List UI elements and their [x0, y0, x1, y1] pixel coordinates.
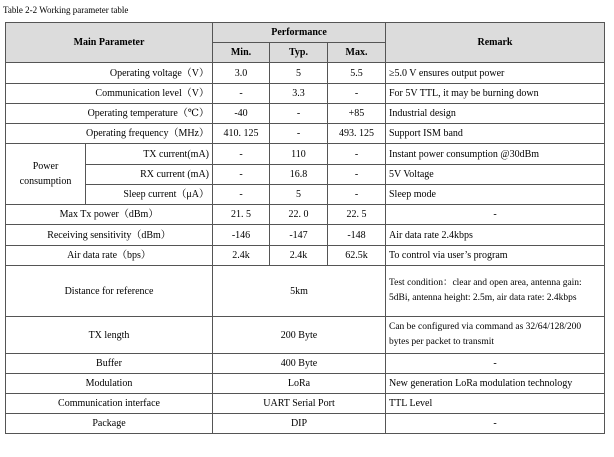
max-cell: -	[328, 84, 386, 104]
param-cell: Distance for reference	[6, 266, 213, 317]
min-cell: -	[213, 185, 270, 205]
param-cell: Sleep current（μA）	[86, 185, 213, 205]
param-cell: Communication interface	[6, 394, 213, 414]
min-cell: -	[213, 165, 270, 185]
param-cell: TX length	[6, 317, 213, 354]
typ-cell: 3.3	[270, 84, 328, 104]
main-parameter-header: Main Parameter	[6, 23, 213, 63]
table-row	[6, 124, 605, 144]
param-cell: Operating frequency（MHz）	[6, 124, 213, 144]
min-cell: 410. 125	[213, 124, 270, 144]
remark-cell: For 5V TTL, it may be burning down	[386, 84, 605, 104]
typ-header: Typ.	[270, 43, 328, 63]
remark-cell: Test condition：clear and open area, antenna gain: 5dBi, antenna height: 2.5m, air data rate: 2.4kbps	[386, 266, 605, 317]
param-cell: Communication level（V）	[6, 84, 213, 104]
max-cell: 62.5k	[328, 246, 386, 266]
table-row	[6, 317, 605, 354]
param-cell: TX current(mA)	[86, 144, 213, 165]
param-cell: Operating temperature（℃）	[6, 104, 213, 124]
max-cell: 5.5	[328, 63, 386, 84]
table-row	[6, 225, 605, 246]
value-cell: 200 Byte	[213, 317, 386, 354]
table-row	[6, 266, 605, 317]
min-cell: 2.4k	[213, 246, 270, 266]
remark-cell: Industrial design	[386, 104, 605, 124]
typ-cell: -147	[270, 225, 328, 246]
param-cell: Operating voltage（V）	[6, 63, 213, 84]
min-cell: -146	[213, 225, 270, 246]
value-cell: 5km	[213, 266, 386, 317]
table-row	[6, 205, 605, 225]
table-row	[6, 84, 605, 104]
table-row	[6, 394, 605, 414]
remark-cell: -	[386, 414, 605, 434]
remark-cell: ≥5.0 V ensures output power	[386, 63, 605, 84]
max-header: Max.	[328, 43, 386, 63]
param-cell: Air data rate（bps）	[6, 246, 213, 266]
remark-cell: 5V Voltage	[386, 165, 605, 185]
value-cell: UART Serial Port	[213, 394, 386, 414]
remark-cell: Air data rate 2.4kbps	[386, 225, 605, 246]
min-cell: -	[213, 144, 270, 165]
typ-cell: 16.8	[270, 165, 328, 185]
remark-cell: To control via user’s program	[386, 246, 605, 266]
min-cell: -	[213, 84, 270, 104]
table-row	[6, 354, 605, 374]
min-cell: 21. 5	[213, 205, 270, 225]
table-row	[6, 374, 605, 394]
power-consumption-group-cell: Power consumption	[6, 144, 86, 205]
typ-cell: 5	[270, 185, 328, 205]
remark-cell: TTL Level	[386, 394, 605, 414]
max-cell: -	[328, 185, 386, 205]
value-cell: LoRa	[213, 374, 386, 394]
remark-cell: Instant power consumption @30dBm	[386, 144, 605, 165]
param-cell: Max Tx power（dBm）	[6, 205, 213, 225]
remark-cell: Support ISM band	[386, 124, 605, 144]
table-row	[6, 63, 605, 84]
working-parameter-table	[5, 22, 605, 434]
max-cell: -	[328, 144, 386, 165]
typ-cell: 110	[270, 144, 328, 165]
remark-cell: New generation LoRa modulation technology	[386, 374, 605, 394]
table-row	[6, 144, 605, 165]
max-cell: 493. 125	[328, 124, 386, 144]
table-row	[6, 185, 605, 205]
header-row	[6, 23, 605, 43]
table-row	[6, 414, 605, 434]
min-cell: 3.0	[213, 63, 270, 84]
max-cell: 22. 5	[328, 205, 386, 225]
param-cell: Package	[6, 414, 213, 434]
max-cell: +85	[328, 104, 386, 124]
min-header: Min.	[213, 43, 270, 63]
table-row	[6, 104, 605, 124]
param-cell: RX current (mA)	[86, 165, 213, 185]
typ-cell: -	[270, 104, 328, 124]
remark-cell: -	[386, 354, 605, 374]
table-row	[6, 246, 605, 266]
typ-cell: 5	[270, 63, 328, 84]
param-cell: Modulation	[6, 374, 213, 394]
typ-cell: 22. 0	[270, 205, 328, 225]
table-caption: Table 2-2 Working parameter table	[3, 5, 129, 15]
param-cell: Buffer	[6, 354, 213, 374]
remark-cell: -	[386, 205, 605, 225]
value-cell: 400 Byte	[213, 354, 386, 374]
min-cell: -40	[213, 104, 270, 124]
typ-cell: 2.4k	[270, 246, 328, 266]
remark-cell: Can be configured via command as 32/64/128/200 bytes per packet to transmit	[386, 317, 605, 354]
param-cell: Receiving sensitivity（dBm）	[6, 225, 213, 246]
value-cell: DIP	[213, 414, 386, 434]
remark-cell: Sleep mode	[386, 185, 605, 205]
typ-cell: -	[270, 124, 328, 144]
max-cell: -148	[328, 225, 386, 246]
max-cell: -	[328, 165, 386, 185]
table-row	[6, 165, 605, 185]
remark-header: Remark	[386, 23, 605, 63]
performance-header: Performance	[213, 23, 386, 43]
